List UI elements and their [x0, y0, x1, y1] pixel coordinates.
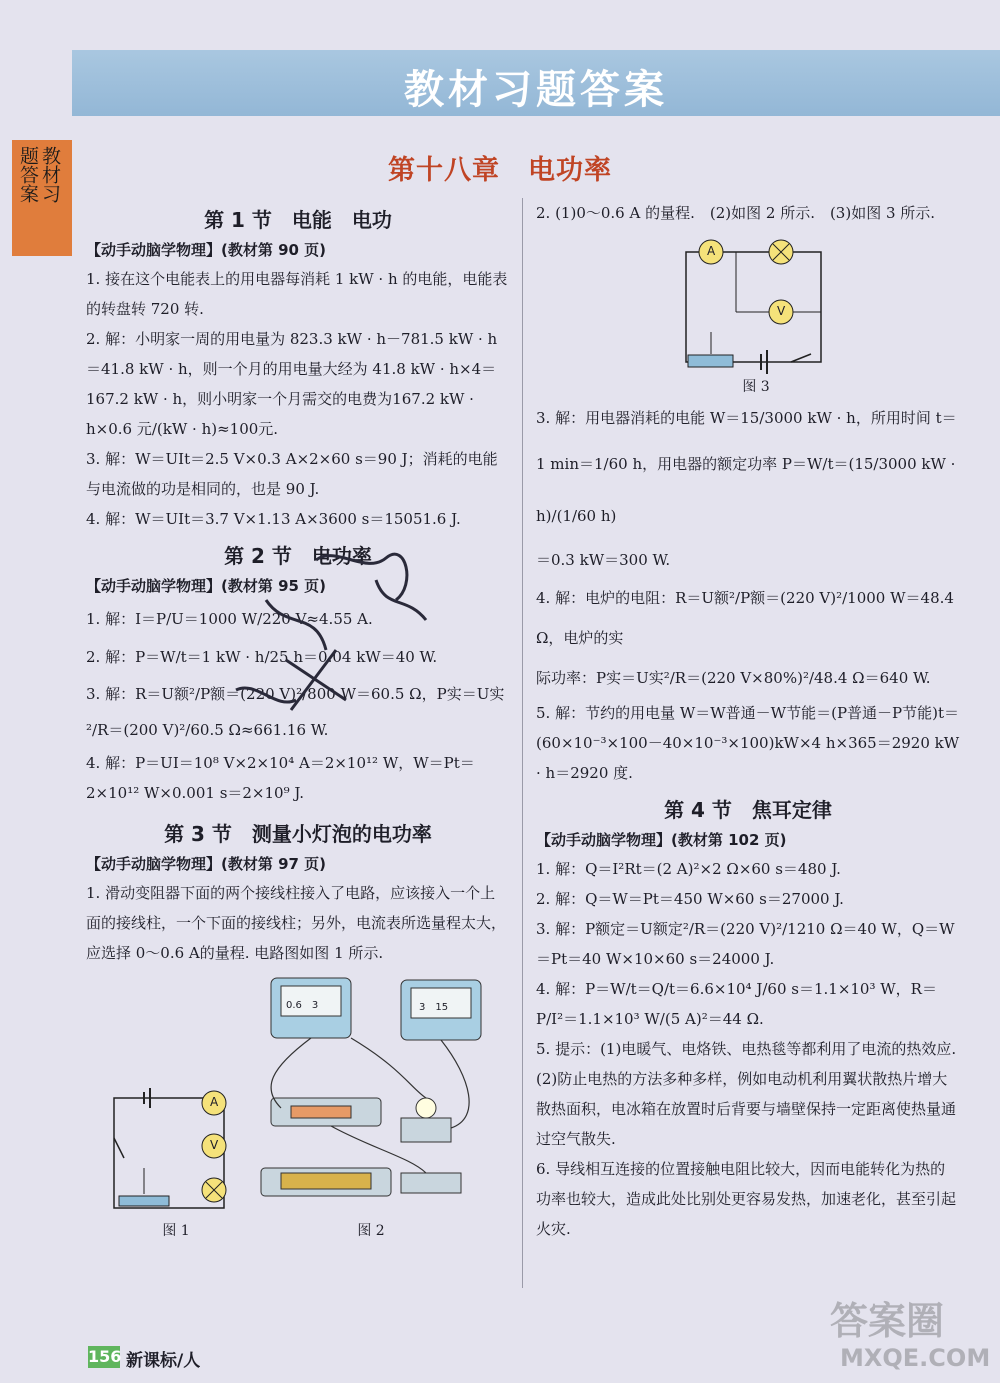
voltmeter-label-fig1: V [210, 1138, 219, 1152]
s1-answer-4: 4. 解：W＝UIt＝3.7 V×1.13 A×3600 s＝15051.6 J. [86, 510, 461, 528]
s2-answer-3: 3. 解：R＝U额²/P额＝(220 V)²/800 W＝60.5 Ω，P实＝U实²/R＝(200 V)²/60.5 Ω≈661.16 W. [86, 685, 505, 739]
s3-answer-1: 1. 滑动变阻器下面的两个接线柱接入了电路，应该接入一个上面的接线柱，一个下面的接线柱；另外，电流表所选量程太大，应选择 0～0.6 A的量程. 电路图如图 1 所示. [86, 884, 507, 962]
side-tab-text-1: 教材习 [39, 146, 61, 203]
ammeter-label-fig3: A [707, 244, 716, 258]
s2-answer-2: 2. 解：P＝W/t＝1 kW · h/25 h＝0.04 kW＝40 W. [86, 648, 438, 666]
voltmeter-scale-fig2: 3 15 [419, 1002, 449, 1013]
circuit-diagram-fig1 [104, 1058, 244, 1238]
voltmeter-label-fig3: V [777, 304, 786, 318]
s3-answer-4-line2: 际功率：P实＝U实²/R＝(220 V×80%)²/48.4 Ω＝640 W. [536, 669, 931, 687]
s4-answer-6: 6. 导线相互连接的位置接触电阻比较大，因而电能转化为热的功率也较大，造成此处比别处更容易发热，加速老化，甚至引起火灾. [536, 1160, 957, 1238]
footer-edition: 新课标/人 [126, 1351, 201, 1371]
figure-1-caption: 图 1 [162, 1223, 190, 1239]
right-column [536, 198, 960, 1244]
banner [72, 50, 1000, 116]
section-3-title: 第 3 节 测量小灯泡的电功率 [164, 822, 432, 846]
section-1-tag: 【动手动脑学物理】(教材第 90 页) [86, 241, 327, 259]
s4-answer-2: 2. 解：Q＝W＝Pt＝450 W×60 s＝27000 J. [536, 890, 844, 908]
figure-2-caption: 图 2 [357, 1223, 385, 1239]
figures-1-2 [86, 968, 510, 1238]
section-4-tag: 【动手动脑学物理】(教材第 102 页) [536, 831, 787, 849]
left-column [86, 198, 510, 1238]
section-2-title: 第 2 节 电功率 [224, 544, 372, 568]
s3-answer-3-line2: 1 min＝1/60 h，用电器的额定功率 P＝W/t＝(15/3000 kW · h)/(1/60 h) [536, 455, 956, 525]
section-3-tag: 【动手动脑学物理】(教材第 97 页) [86, 855, 327, 873]
s3-answer-3-line3: ＝0.3 kW＝300 W. [536, 551, 671, 569]
s1-answer-1: 1. 接在这个电能表上的用电器每消耗 1 kW · h 的电能，电能表的转盘转 720 转. [86, 270, 508, 318]
section-2-tag: 【动手动脑学物理】(教材第 95 页) [86, 577, 327, 595]
section-4-title: 第 4 节 焦耳定律 [664, 798, 832, 822]
column-divider [522, 198, 523, 1288]
s4-answer-5: 5. 提示：(1)电暖气、电烙铁、电热毯等都利用了电流的热效应.(2)防止电热的方法多种多样，例如电动机利用翼状散热片增大散热面积，电冰箱在放置时后背要与墙壁保持一定距离使热量通过空气散失. [536, 1040, 957, 1148]
s2-answer-4: 4. 解：P＝UI＝10⁸ V×2×10⁴ A＝2×10¹² W，W＝Pt＝2×10¹² W×0.001 s＝2×10⁹ J. [86, 754, 475, 802]
side-tab-text-2: 题答案 [17, 146, 39, 203]
s3-answer-3-line1: 3. 解：用电器消耗的电能 W＝15/3000 kW · h，所用时间 t＝ [536, 409, 957, 427]
s4-answer-1: 1. 解：Q＝I²Rt＝(2 A)²×2 Ω×60 s＝480 J. [536, 860, 841, 878]
page-number: 156 [88, 1347, 122, 1366]
s3-answer-4-line1: 4. 解：电炉的电阻：R＝U额²/P额＝(220 V)²/1000 W＝48.4 Ω，电炉的实 [536, 589, 954, 647]
s2-answer-1: 1. 解：I＝P/U＝1000 W/220 V≈4.55 A. [86, 610, 373, 628]
circuit-diagram-fig3 [676, 232, 846, 382]
section-1-title: 第 1 节 电能 电功 [204, 208, 392, 232]
ammeter-label-fig1: A [210, 1095, 219, 1109]
figure-3 [536, 228, 960, 398]
s3-answer-2: 2. (1)0～0.6 A 的量程. (2)如图 2 所示. (3)如图 3 所示. [536, 204, 936, 222]
s1-answer-2: 2. 解：小明家一周的用电量为 823.3 kW · h－781.5 kW · h＝41.8 kW · h，则一个月的用电量大经为 41.8 kW · h×4＝167.2 kW · h，则小明家一个月需交的电费为167.2 kW · h×0.6 元/(kW · h)≈100元. [86, 330, 498, 438]
chapter-title: 第十八章 电功率 [388, 155, 612, 186]
ammeter-scale-fig2: 0.6 3 [286, 1000, 319, 1011]
figure-3-caption: 图 3 [742, 379, 770, 395]
s3-answer-5: 5. 解：节约的用电量 W＝W普通－W节能＝(P普通－P节能)t＝(60×10⁻³×100－40×10⁻³×100)kW×4 h×365＝2920 kW · h＝2920 度. [536, 704, 960, 782]
watermark-logo: 答案圈 [830, 1299, 945, 1343]
s1-answer-3: 3. 解：W＝UIt＝2.5 V×0.3 A×2×60 s＝90 J；消耗的电能与电流做的功是相同的，也是 90 J. [86, 450, 498, 498]
s4-answer-4: 4. 解：P＝W/t＝Q/t＝6.6×10⁴ J/60 s＝1.1×10³ W，R＝P/I²＝1.1×10³ W/(5 A)²＝44 Ω. [536, 980, 937, 1028]
watermark-url: MXQE.COM [840, 1344, 991, 1372]
s4-answer-3: 3. 解：P额定＝U额定²/R＝(220 V)²/1210 Ω＝40 W，Q＝W＝Pt＝40 W×10×60 s＝24000 J. [536, 920, 955, 968]
banner-title: 教材习题答案 [404, 67, 668, 113]
handwritten-scribble [86, 540, 506, 740]
